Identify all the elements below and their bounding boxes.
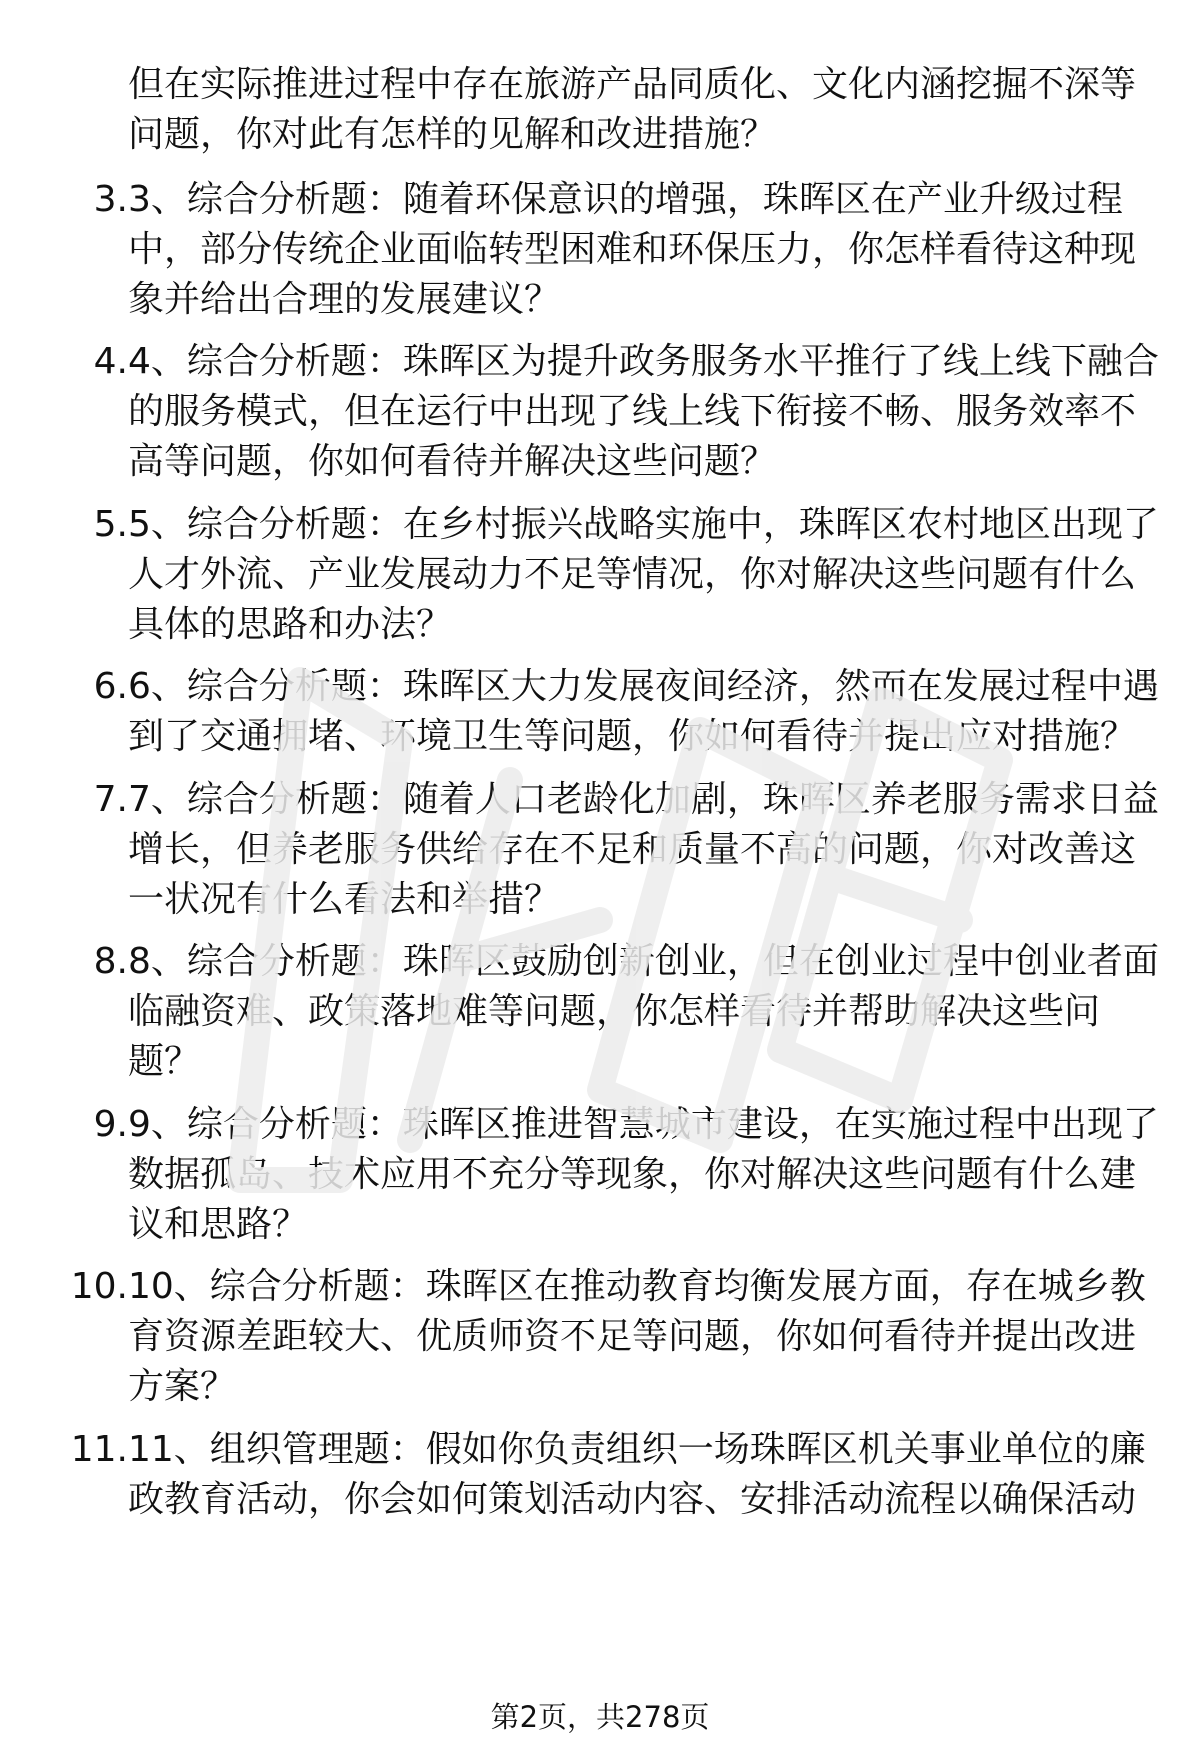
- question-number: 4.: [93, 341, 128, 382]
- question-text: 6、综合分析题：珠晖区大力发展夜间经济，然而在发展过程中遇到了交通拥堵、环境卫生等问题，你如何看待并提出应对措施？: [128, 666, 1159, 757]
- question-text: 3、综合分析题：随着环保意识的增强，珠晖区在产业升级过程中，部分传统企业面临转型困难和环保压力，你怎样看待这种现象并给出合理的发展建议？: [128, 179, 1137, 320]
- question-text: 10、综合分析题：珠晖区在推动教育均衡发展方面，存在城乡教育资源差距较大、优质师资不足等问题，你如何看待并提出改进方案？: [128, 1266, 1146, 1407]
- question-number: 9.: [93, 1104, 128, 1145]
- page-footer: 第2页，共278页: [490, 1700, 710, 1734]
- question-text: 7、综合分析题：随着人口老龄化加剧，珠晖区养老服务需求日益增长，但养老服务供给存在不足和质量不高的问题，你对改善这一状况有什么看法和举措？: [128, 779, 1159, 920]
- question-number: 3.: [93, 179, 128, 220]
- question-text: 11、组织管理题：假如你负责组织一场珠晖区机关事业单位的廉政教育活动，你会如何策划活动内容、安排活动流程以确保活动: [128, 1429, 1146, 1520]
- question-text: 8、综合分析题：珠晖区鼓励创新创业，但在创业过程中创业者面临融资难、政策落地难等问题，你怎样看待并帮助解决这些问题？: [128, 941, 1159, 1082]
- question-text: 5、综合分析题：在乡村振兴战略实施中，珠晖区农村地区出现了人才外流、产业发展动力不足等情况，你对解决这些问题有什么具体的思路和办法？: [128, 504, 1159, 645]
- question-number: 6.: [93, 666, 128, 707]
- question-number: 11.: [70, 1429, 128, 1470]
- question-text: 4、综合分析题：珠晖区为提升政务服务水平推行了线上线下融合的服务模式，但在运行中出现了线上线下衔接不畅、服务效率不高等问题，你如何看待并解决这些问题？: [128, 341, 1159, 482]
- question-number: 10.: [70, 1266, 128, 1307]
- question-number: 8.: [93, 941, 128, 982]
- continuation-paragraph: 但在实际推进过程中存在旅游产品同质化、文化内涵挖掘不深等问题，你对此有怎样的见解和改进措施？: [128, 64, 1137, 155]
- question-number: 7.: [93, 779, 128, 820]
- question-number: 5.: [93, 504, 128, 545]
- question-text: 9、综合分析题：珠晖区推进智慧城市建设，在实施过程中出现了数据孤岛、技术应用不充分等现象，你对解决这些问题有什么建议和思路？: [128, 1104, 1159, 1245]
